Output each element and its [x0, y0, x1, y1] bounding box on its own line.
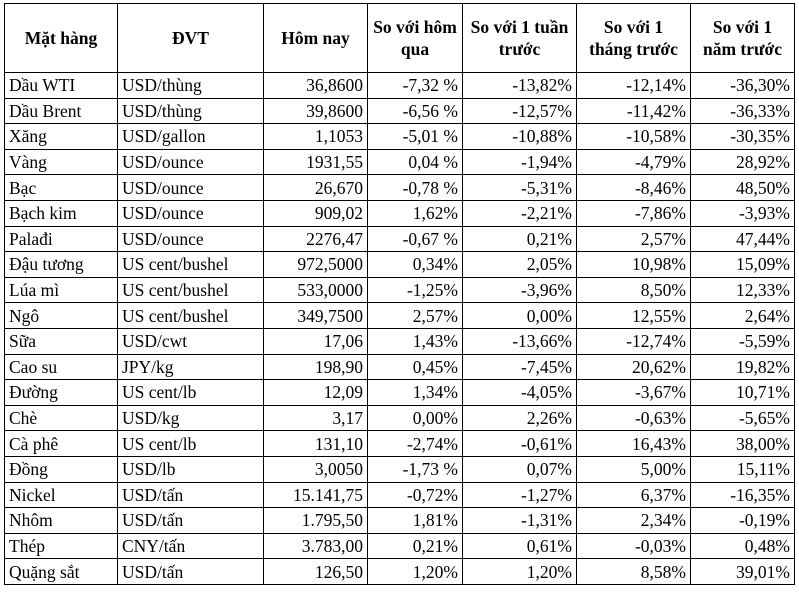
today-cell: 39,8600	[264, 98, 368, 124]
today-cell: 3.783,00	[264, 533, 368, 559]
vs-week-cell: 1,20%	[463, 559, 577, 585]
unit-cell: USD/kg	[118, 405, 264, 431]
vs-month-cell: 12,55%	[577, 303, 691, 329]
unit-cell: USD/tấn	[118, 559, 264, 585]
commodity-cell: Đậu tương	[5, 252, 118, 278]
commodity-cell: Đồng	[5, 456, 118, 482]
vs-year-cell: -30,35%	[691, 124, 795, 150]
commodity-cell: Sữa	[5, 328, 118, 354]
unit-cell: CNY/tấn	[118, 533, 264, 559]
vs-week-cell: -10,88%	[463, 124, 577, 150]
unit-cell: USD/ounce	[118, 175, 264, 201]
vs-month-cell: -10,58%	[577, 124, 691, 150]
commodity-cell: Cao su	[5, 354, 118, 380]
table-row	[5, 252, 795, 278]
vs-month-cell: 6,37%	[577, 482, 691, 508]
commodity-cell: Palađi	[5, 226, 118, 252]
unit-cell: USD/thùng	[118, 98, 264, 124]
table-row	[5, 559, 795, 585]
vs-year-cell: 48,50%	[691, 175, 795, 201]
vs-month-cell: 10,98%	[577, 252, 691, 278]
vs-month-cell: -4,79%	[577, 149, 691, 175]
unit-cell: USD/tấn	[118, 508, 264, 534]
vs-year-cell: -5,59%	[691, 328, 795, 354]
table-row	[5, 175, 795, 201]
commodity-cell: Cà phê	[5, 431, 118, 457]
vs-month-cell: 8,50%	[577, 277, 691, 303]
vs-month-cell: -8,46%	[577, 175, 691, 201]
table-row	[5, 533, 795, 559]
vs-month-cell: -0,63%	[577, 405, 691, 431]
vs-year-cell: 2,64%	[691, 303, 795, 329]
table-row	[5, 149, 795, 175]
vs-yesterday-cell: -0,78 %	[368, 175, 463, 201]
header-unit: ĐVT	[118, 4, 264, 73]
vs-yesterday-cell: -7,32 %	[368, 73, 463, 99]
vs-yesterday-cell: 0,21%	[368, 533, 463, 559]
vs-year-cell: 39,01%	[691, 559, 795, 585]
unit-cell: US cent/lb	[118, 380, 264, 406]
commodity-cell: Đường	[5, 380, 118, 406]
table-row	[5, 380, 795, 406]
table-row	[5, 277, 795, 303]
unit-cell: USD/cwt	[118, 328, 264, 354]
commodity-cell: Xăng	[5, 124, 118, 150]
vs-week-cell: -4,05%	[463, 380, 577, 406]
vs-yesterday-cell: 1,43%	[368, 328, 463, 354]
vs-week-cell: -0,61%	[463, 431, 577, 457]
vs-week-cell: -5,31%	[463, 175, 577, 201]
vs-year-cell: -0,19%	[691, 508, 795, 534]
vs-yesterday-cell: 1,34%	[368, 380, 463, 406]
vs-year-cell: 28,92%	[691, 149, 795, 175]
header-today: Hôm nay	[264, 4, 368, 73]
vs-yesterday-cell: 1,81%	[368, 508, 463, 534]
header-vs-month: So với 1 tháng trước	[577, 4, 691, 73]
vs-year-cell: -36,33%	[691, 98, 795, 124]
commodity-cell: Dầu WTI	[5, 73, 118, 99]
today-cell: 1931,55	[264, 149, 368, 175]
unit-cell: US cent/bushel	[118, 252, 264, 278]
vs-yesterday-cell: -6,56 %	[368, 98, 463, 124]
vs-yesterday-cell: 2,57%	[368, 303, 463, 329]
commodity-cell: Quặng sắt	[5, 559, 118, 585]
unit-cell: US cent/lb	[118, 431, 264, 457]
vs-year-cell: -5,65%	[691, 405, 795, 431]
commodity-cell: Nickel	[5, 482, 118, 508]
today-cell: 17,06	[264, 328, 368, 354]
vs-week-cell: -2,21%	[463, 200, 577, 226]
table-row	[5, 405, 795, 431]
vs-week-cell: -3,96%	[463, 277, 577, 303]
table-row	[5, 226, 795, 252]
today-cell: 909,02	[264, 200, 368, 226]
table-row	[5, 328, 795, 354]
vs-yesterday-cell: 0,45%	[368, 354, 463, 380]
table-row	[5, 456, 795, 482]
vs-month-cell: 5,00%	[577, 456, 691, 482]
vs-yesterday-cell: -0,72%	[368, 482, 463, 508]
today-cell: 349,7500	[264, 303, 368, 329]
vs-week-cell: 2,05%	[463, 252, 577, 278]
vs-month-cell: 2,34%	[577, 508, 691, 534]
table-row	[5, 200, 795, 226]
vs-year-cell: 12,33%	[691, 277, 795, 303]
vs-yesterday-cell: 1,20%	[368, 559, 463, 585]
vs-year-cell: -16,35%	[691, 482, 795, 508]
table-row	[5, 508, 795, 534]
unit-cell: USD/lb	[118, 456, 264, 482]
commodity-price-table	[4, 3, 795, 585]
unit-cell: US cent/bushel	[118, 303, 264, 329]
vs-month-cell: -3,67%	[577, 380, 691, 406]
commodity-cell: Vàng	[5, 149, 118, 175]
vs-year-cell: -36,30%	[691, 73, 795, 99]
today-cell: 26,670	[264, 175, 368, 201]
vs-yesterday-cell: 0,04 %	[368, 149, 463, 175]
vs-week-cell: 0,07%	[463, 456, 577, 482]
today-cell: 3,17	[264, 405, 368, 431]
commodity-cell: Ngô	[5, 303, 118, 329]
vs-year-cell: 38,00%	[691, 431, 795, 457]
table-row	[5, 303, 795, 329]
commodity-cell: Bạch kim	[5, 200, 118, 226]
unit-cell: USD/ounce	[118, 149, 264, 175]
vs-yesterday-cell: -1,73 %	[368, 456, 463, 482]
vs-yesterday-cell: 0,00%	[368, 405, 463, 431]
vs-year-cell: 19,82%	[691, 354, 795, 380]
header-row	[5, 4, 795, 73]
vs-week-cell: -1,27%	[463, 482, 577, 508]
header-vs-week: So với 1 tuần trước	[463, 4, 577, 73]
vs-week-cell: -12,57%	[463, 98, 577, 124]
vs-week-cell: -13,66%	[463, 328, 577, 354]
today-cell: 15.141,75	[264, 482, 368, 508]
vs-month-cell: -11,42%	[577, 98, 691, 124]
today-cell: 12,09	[264, 380, 368, 406]
vs-month-cell: 8,58%	[577, 559, 691, 585]
commodity-cell: Thép	[5, 533, 118, 559]
today-cell: 2276,47	[264, 226, 368, 252]
table-row	[5, 98, 795, 124]
vs-month-cell: -7,86%	[577, 200, 691, 226]
vs-week-cell: 2,26%	[463, 405, 577, 431]
vs-month-cell: -12,14%	[577, 73, 691, 99]
today-cell: 131,10	[264, 431, 368, 457]
today-cell: 126,50	[264, 559, 368, 585]
table-body	[5, 73, 795, 585]
vs-year-cell: 10,71%	[691, 380, 795, 406]
unit-cell: USD/thùng	[118, 73, 264, 99]
header-vs-year: So với 1 năm trước	[691, 4, 795, 73]
vs-week-cell: -1,31%	[463, 508, 577, 534]
table-row	[5, 73, 795, 99]
vs-yesterday-cell: -0,67 %	[368, 226, 463, 252]
unit-cell: US cent/bushel	[118, 277, 264, 303]
header-commodity: Mặt hàng	[5, 4, 118, 73]
header-vs-yesterday: So với hôm qua	[368, 4, 463, 73]
commodity-cell: Nhôm	[5, 508, 118, 534]
vs-week-cell: -13,82%	[463, 73, 577, 99]
vs-year-cell: 0,48%	[691, 533, 795, 559]
vs-yesterday-cell: 0,34%	[368, 252, 463, 278]
vs-month-cell: 16,43%	[577, 431, 691, 457]
vs-month-cell: 2,57%	[577, 226, 691, 252]
unit-cell: JPY/kg	[118, 354, 264, 380]
vs-week-cell: 0,00%	[463, 303, 577, 329]
vs-year-cell: 47,44%	[691, 226, 795, 252]
table-row	[5, 354, 795, 380]
table-row	[5, 482, 795, 508]
unit-cell: USD/ounce	[118, 200, 264, 226]
vs-year-cell: 15,09%	[691, 252, 795, 278]
table-row	[5, 431, 795, 457]
commodity-cell: Lúa mì	[5, 277, 118, 303]
today-cell: 198,90	[264, 354, 368, 380]
commodity-cell: Dầu Brent	[5, 98, 118, 124]
table-row	[5, 124, 795, 150]
vs-week-cell: -1,94%	[463, 149, 577, 175]
vs-week-cell: 0,21%	[463, 226, 577, 252]
vs-yesterday-cell: -1,25%	[368, 277, 463, 303]
commodity-cell: Chè	[5, 405, 118, 431]
today-cell: 36,8600	[264, 73, 368, 99]
today-cell: 972,5000	[264, 252, 368, 278]
vs-year-cell: -3,93%	[691, 200, 795, 226]
unit-cell: USD/tấn	[118, 482, 264, 508]
today-cell: 1,1053	[264, 124, 368, 150]
unit-cell: USD/ounce	[118, 226, 264, 252]
today-cell: 3,0050	[264, 456, 368, 482]
unit-cell: USD/gallon	[118, 124, 264, 150]
vs-yesterday-cell: 1,62%	[368, 200, 463, 226]
vs-month-cell: -12,74%	[577, 328, 691, 354]
vs-year-cell: 15,11%	[691, 456, 795, 482]
vs-week-cell: -7,45%	[463, 354, 577, 380]
commodity-cell: Bạc	[5, 175, 118, 201]
vs-yesterday-cell: -2,74%	[368, 431, 463, 457]
vs-yesterday-cell: -5,01 %	[368, 124, 463, 150]
vs-week-cell: 0,61%	[463, 533, 577, 559]
vs-month-cell: 20,62%	[577, 354, 691, 380]
today-cell: 1.795,50	[264, 508, 368, 534]
vs-month-cell: -0,03%	[577, 533, 691, 559]
today-cell: 533,0000	[264, 277, 368, 303]
